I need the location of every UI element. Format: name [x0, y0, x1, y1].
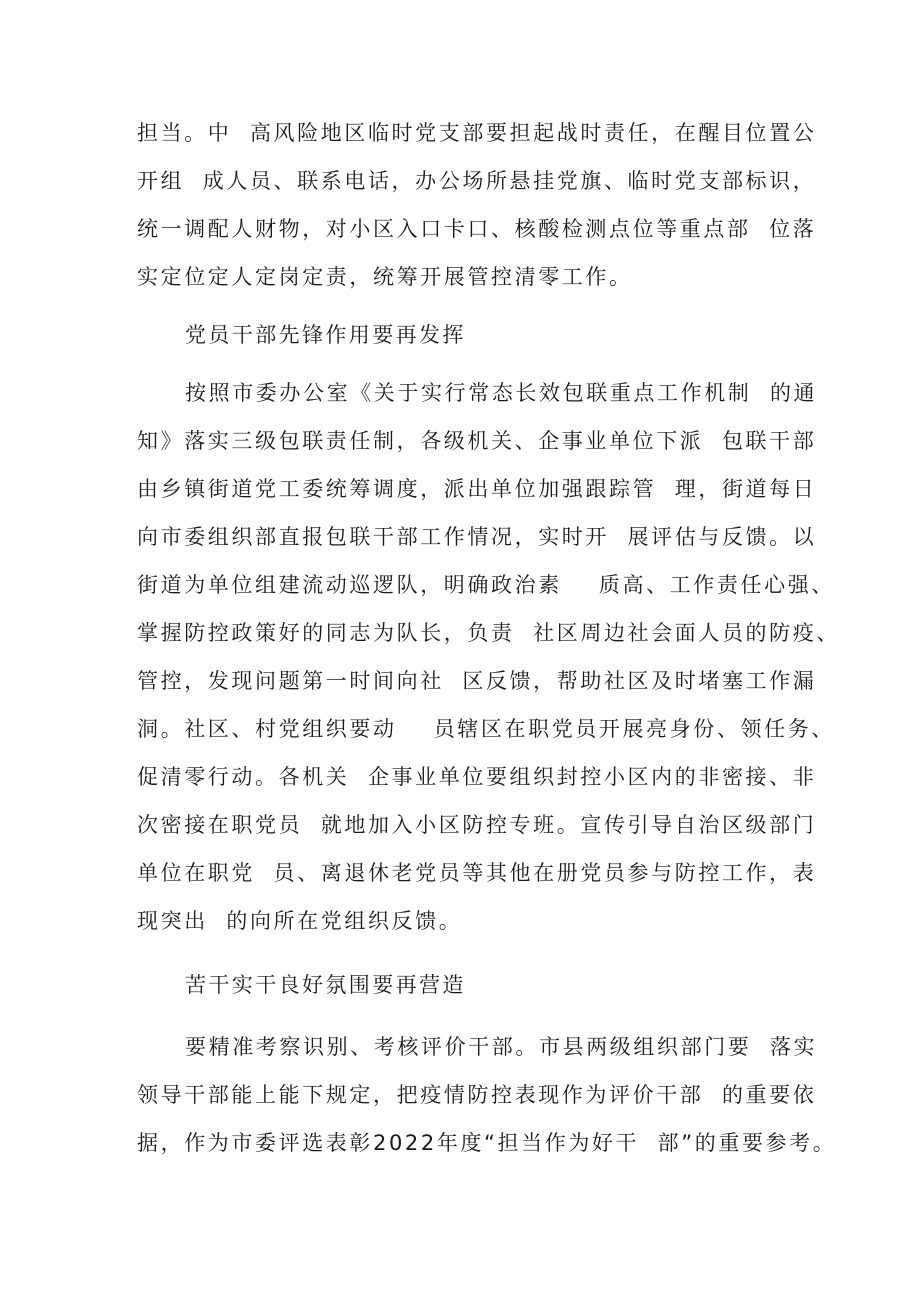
paragraph-2-line-1: 按照市委办公室《关于实行常态长效包联重点工作机制 的通 [185, 381, 818, 405]
paragraph-1-line-2: 开组 成人员、联系电话，办公场所悬挂党旗、临时党支部标识， [137, 169, 817, 193]
paragraph-2-line-8: 洞。社区、村党组织要动 员辖区在职党员开展亮身份、领任务、 [137, 717, 835, 741]
paragraph-1-line-3: 统一调配人财物，对小区入口卡口、核酸检测点位等重点部 位落 [137, 217, 817, 241]
paragraph-2-line-11: 单位在职党 员、离退休老党员等其他在册党员参与防控工作，表 [137, 861, 817, 885]
paragraph-2-line-9: 促清零行动。各机关 企事业单位要组织封控小区内的非密接、非 [137, 765, 817, 789]
paragraph-2-line-10: 次密接在职党员 就地加入小区防控专班。宣传引导自治区级部门 [137, 813, 817, 837]
paragraph-3-line-2: 领导干部能上能下规定，把疫情防控表现作为评价干部 的重要依 [137, 1083, 817, 1107]
paragraph-3-line-3: 据，作为市委评选表彰2022年度“担当作为好干 部”的重要参考。 [137, 1131, 837, 1155]
paragraph-2-line-12: 现突出 的向所在党组织反馈。 [137, 909, 463, 933]
paragraph-2-line-2: 知》落实三级包联责任制，各级机关、企事业单位下派 包联干部 [137, 429, 817, 453]
paragraph-2-line-5: 街道为单位组建流动巡逻队，明确政治素 质高、工作责任心强、 [137, 573, 835, 597]
paragraph-3-line-1: 要精准考察识别、考核评价干部。市县两级组织部门要 落实 [185, 1035, 818, 1059]
paragraph-2-line-7: 管控，发现问题第一时间向社 区反馈，帮助社区及时堵塞工作漏 [137, 669, 817, 693]
paragraph-2-line-4: 向市委组织部直报包联干部工作情况，实时开 展评估与反馈。以 [137, 525, 817, 549]
section-heading-2: 苦干实干良好氛围要再营造 [185, 973, 466, 997]
paragraph-1-line-1: 担当。中 高风险地区临时党支部要担起战时责任，在醒目位置公 [137, 121, 817, 145]
paragraph-1-line-4: 实定位定人定岗定责，统筹开展管控清零工作。 [137, 265, 633, 289]
section-heading-1: 党员干部先锋作用要再发挥 [185, 323, 466, 347]
paragraph-2-line-6: 掌握防控政策好的同志为队长，负责 社区周边社会面人员的防疫、 [137, 621, 840, 645]
paragraph-2-line-3: 由乡镇街道党工委统筹调度，派出单位加强跟踪管 理，街道每日 [137, 477, 817, 501]
